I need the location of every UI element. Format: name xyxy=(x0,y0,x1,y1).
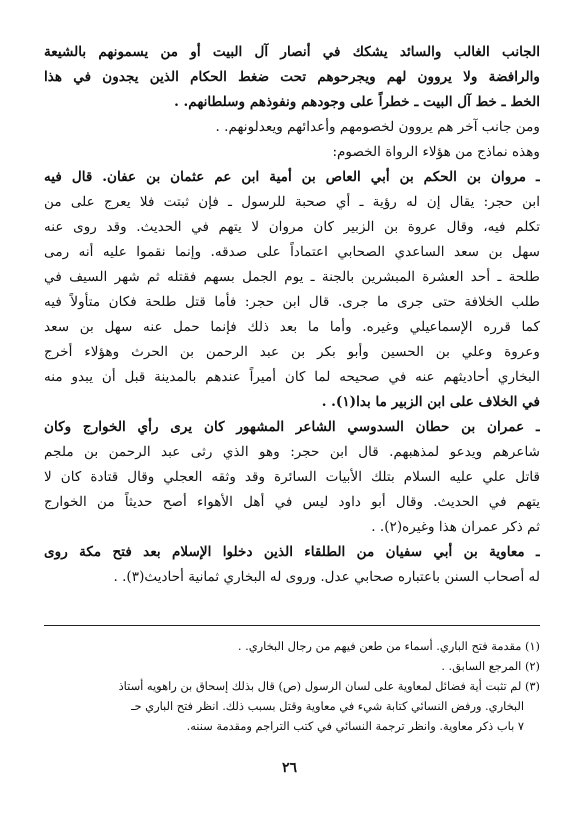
text-line: يتهم في الحديث. وقال أبو داود ليس في أهل الأهواء أصح حديثاً من الخوارج xyxy=(44,494,540,510)
text-line: قاتل علي عليه السلام بتلك الأبيات السائرة وقد وثقه العجلي وقال قتادة كان لا xyxy=(44,469,540,485)
text-line: ابن حجر: يقال إن له رؤية ـ أي صحبة للرسول ـ فإن ثبتت فلا يعرج على من xyxy=(44,194,540,210)
text-line: كما قرره الإسماعيلي وغيره. وأما ما بعد ذلك فإنما حمل عنه سهل بن سعد xyxy=(44,319,540,335)
footnote-divider xyxy=(44,625,540,626)
text-line: ومن جانب آخر هم يروون لخصومهم وأعدائهم ويعدلونهم. . xyxy=(215,119,540,135)
footnotes xyxy=(44,636,540,736)
text-line: طلب الخلافة حتى جرى ما جرى. قال ابن حجر: فأما قتل طلحة فكان متأولاً فيه xyxy=(44,294,540,310)
text-line: ثم ذكر عمران هذا وغيره(٢). . xyxy=(371,519,540,535)
text-line: في الخلاف على ابن الزبير ما بدا(١). . xyxy=(321,394,540,410)
text-line: سهل بن سعد الساعدي الصحابي اعتماداً على صدقه. وإنما نقموا عليه أنه رمى xyxy=(44,244,540,260)
text-line: الخط ـ خط آل البيت ـ خطراً على وجودهم ونفوذهم وسلطانهم. . xyxy=(174,94,540,110)
text-line: والرافضة ولا يروون لهم ويجرحوهم تحت ضغط الحكام الذين يجدون في هذا xyxy=(44,69,540,85)
footnote-2: (٢) المرجع السابق. . xyxy=(441,659,540,673)
text-line: شاعرهم ويدعو لمذهبهم. قال ابن حجر: وهو الذي رثى عبد الرحمن بن ملجم xyxy=(44,444,540,460)
footnote-3: (٣) لم تثبت أية فضائل لمعاوية على لسان الرسول (ص) قال بذلك إسحاق بن راهويه أستاذ xyxy=(118,679,540,693)
text-line: البخاري أحاديثهم عنه في صحيحه لما كان أميراً عندهم بالمدينة قبل أن يبدو منه xyxy=(44,369,540,385)
text-line: الجانب الغالب والسائد يشكك في أنصار آل البيت أو من يسمونهم بالشيعة xyxy=(44,44,540,60)
page-number: ٢٦ xyxy=(281,760,298,776)
text-line: تكلم فيه، وقال عروة بن الزبير كان مروان لا يتهم في الحديث. وقد روى عنه xyxy=(44,219,540,235)
main-text xyxy=(44,40,540,590)
text-line: وعروة وعلي بن الحسين وأبو بكر بن عبد الرحمن بن الحرث وهؤلاء أخرج xyxy=(44,344,540,360)
footnote-1: (١) مقدمة فتح الباري. أسماء من طعن فيهم من رجال البخاري. . xyxy=(237,639,540,653)
text-line: ـ مروان بن الحكم بن أبي العاص بن أمية ابن عم عثمان بن عفان. قال فيه xyxy=(44,169,540,185)
text-line: ـ معاوية بن أبي سفيان من الطلقاء الذين دخلوا الإسلام بعد فتح مكة روى xyxy=(44,544,540,560)
footnote-3-continued: البخاري. ورفض النسائي كتابة شيء في معاوية وقتل بسبب ذلك. انظر فتح الباري حـ xyxy=(131,699,524,713)
text-line: طلحة ـ أحد العشرة المبشرين بالجنة ـ يوم الجمل بسهم فقتله ثم شهر السيف في xyxy=(44,269,540,285)
footnote-3-continued: ٧ باب ذكر معاوية. وانظر ترجمة النسائي في كتب التراجم ومقدمة سننه. xyxy=(186,719,524,733)
text-line: ـ عمران بن حطان السدوسي الشاعر المشهور كان يرى رأي الخوارج وكان xyxy=(44,419,540,435)
text-line: له أصحاب السنن باعتباره صحابي عدل. وروى له البخاري ثمانية أحاديث(٣). . xyxy=(113,569,540,585)
text-line: وهذه نماذج من هؤلاء الرواة الخصوم: xyxy=(332,144,540,160)
